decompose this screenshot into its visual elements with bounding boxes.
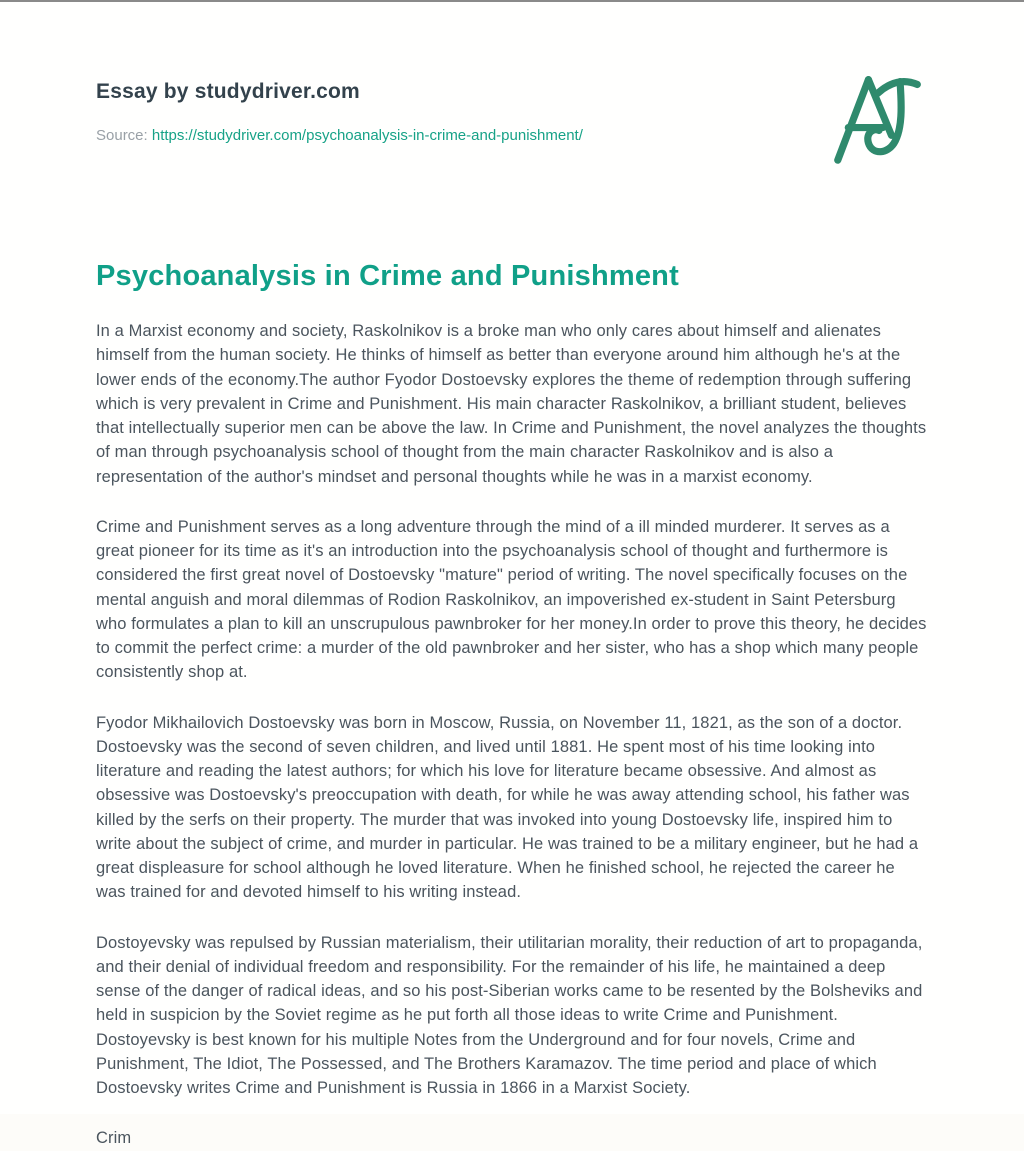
studydriver-logo-icon (830, 72, 926, 164)
essay-byline: Essay by studydriver.com (96, 80, 360, 103)
essay-paragraph-5-truncated: Crim (96, 1129, 132, 1148)
essay-paragraph-4: Dostoyevsky was repulsed by Russian materialism, their utilitarian morality, their reduction of art to propaganda, and their denial of individual freedom and responsibility. For the remainder of his life, he maintained a deep sense of the danger of radical ideas, and so his post-Siberian works came to be resented by the Bolsheviks and held in suspicion by the Soviet regime as he put forth all those ideas to write Crime and Punishment. Dostoyevsky is best known for his multiple Notes from the Underground and for four novels, Crime and Punishment, The Idiot, The Possessed, and The Brothers Karamazov. The time period and place of which Dostoevsky writes Crime and Punishment is Russia in 1866 in a Marxist Society. (96, 933, 923, 1097)
source-link[interactable]: https://studydriver.com/psychoanalysis-in-crime-and-punishment/ (151, 127, 583, 144)
source-label: Source: (96, 127, 148, 144)
source-row (96, 127, 928, 144)
essay-paragraph-2: Crime and Punishment serves as a long adventure through the mind of a ill minded murderer. It serves as a great pioneer for its time as it's an introduction into the psychoanalysis school of thought and furthermore is considered the first great novel of Dostoevsky "mature" period of writing. The novel specifically focuses on the mental anguish and moral dilemmas of Rodion Raskolnikov, an impoverished ex-student in Saint Petersburg who formulates a plan to kill an unscrupulous pawnbroker for her money.In order to prove this theory, he decides to commit the perfect crime: a murder of the old pawnbroker and her sister, who has a shop which many people consistently shop at. (96, 517, 927, 682)
essay-title: Psychoanalysis in Crime and Punishment (96, 260, 679, 292)
essay-paragraph-3: Fyodor Mikhailovich Dostoevsky was born in Moscow, Russia, on November 11, 1821, as the son of a doctor. Dostoevsky was the second of seven children, and lived until 1881. He spent most of his time looking into literature and reading the latest authors; for which his love for literature became obsessive. And almost as obsessive was Dostoevsky's preoccupation with death, for while he was away attending school, his father was killed by the serfs on their property. The murder that was invoked into young Dostoevsky life, inspired him to write about the subject of crime, and murder in particular. He was trained to be a military engineer, but he had a great displeasure for school although he loved literature. When he finished school, he rejected the career he was trained for and devoted himself to his writing instead. (96, 713, 919, 902)
essay-paragraph-1: In a Marxist economy and society, Raskolnikov is a broke man who only cares about himself and alienates himself from the human society. He thinks of himself as better than everyone around him although he's at the lower ends of the economy.The author Fyodor Dostoevsky explores the theme of redemption through suffering which is very prevalent in Crime and Punishment. His main character Raskolnikov, a brilliant student, believes that intellectually superior men can be above the law. In Crime and Punishment, the novel analyzes the thoughts of man through psychoanalysis school of thought from the main character Raskolnikov and is also a representation of the author's mindset and personal thoughts while he was in a marxist economy. (96, 322, 927, 486)
essay-body (96, 319, 928, 1151)
